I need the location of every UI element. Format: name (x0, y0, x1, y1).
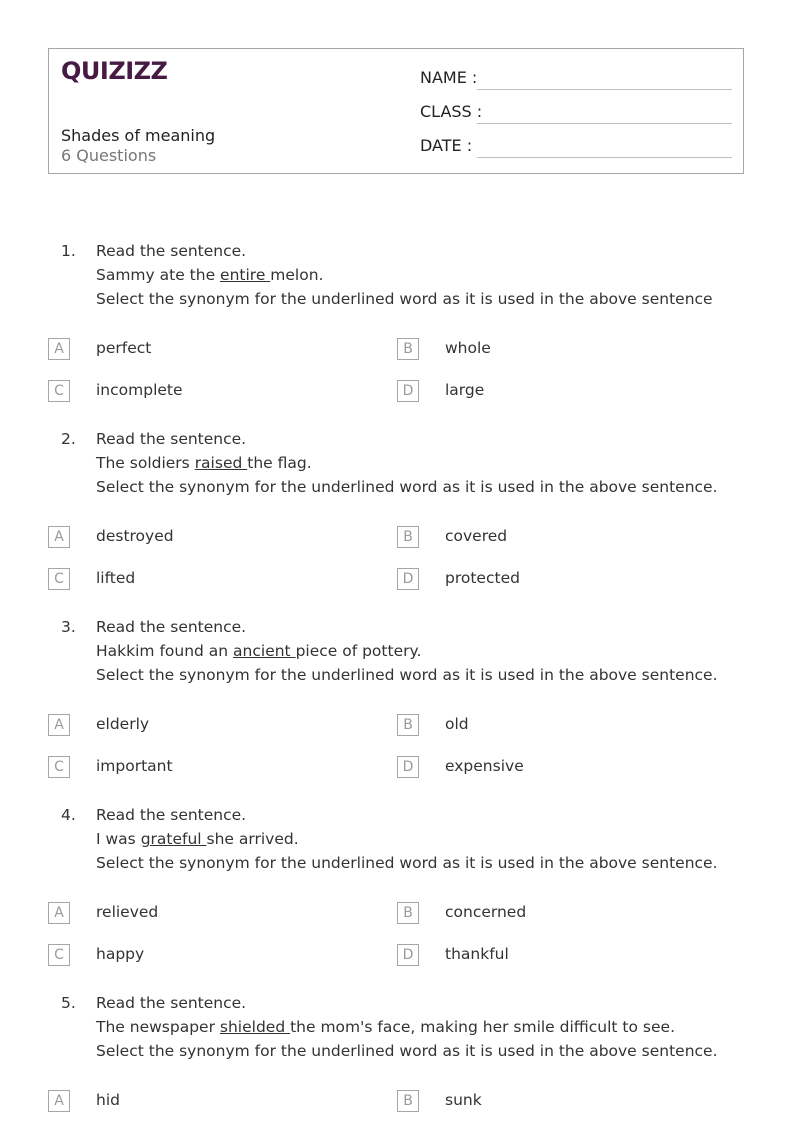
sentence-text-after: the mom's face, making her smile difficult to see. (290, 1018, 675, 1036)
question-prompt: Select the synonym for the underlined word as it is used in the above sentence. (96, 854, 718, 872)
option-b-box[interactable]: B (397, 902, 419, 924)
question-prompt: Select the synonym for the underlined word as it is used in the above sentence. (96, 666, 718, 684)
question-sentence (96, 266, 323, 284)
date-line (477, 157, 732, 158)
question-sentence (96, 1018, 675, 1036)
worksheet-header (48, 48, 744, 174)
option-c-text[interactable]: incomplete (96, 381, 183, 399)
option-c-box[interactable]: C (48, 380, 70, 402)
question-number: 4. (61, 806, 76, 824)
option-d-box[interactable]: D (397, 568, 419, 590)
option-b-box[interactable]: B (397, 338, 419, 360)
class-label: CLASS : (420, 102, 483, 121)
option-d-text[interactable]: protected (445, 569, 520, 587)
underlined-word: entire (220, 266, 271, 284)
option-a-box[interactable]: A (48, 902, 70, 924)
question-number: 5. (61, 994, 76, 1012)
underlined-word: raised (194, 454, 248, 472)
option-b-text[interactable]: old (445, 715, 469, 733)
question-number: 2. (61, 430, 76, 448)
sentence-text-before: The newspaper (96, 1018, 220, 1036)
option-a-box[interactable]: A (48, 338, 70, 360)
name-line (477, 89, 732, 90)
option-a-box[interactable]: A (48, 526, 70, 548)
question-number: 1. (61, 242, 76, 260)
question-intro: Read the sentence. (96, 994, 247, 1012)
option-b-box[interactable]: B (397, 1090, 419, 1112)
question-count: 6 Questions (61, 146, 157, 165)
option-b-text[interactable]: sunk (445, 1091, 482, 1109)
question-prompt: Select the synonym for the underlined word as it is used in the above sentence. (96, 1042, 718, 1060)
underlined-word: grateful (140, 830, 207, 848)
sentence-text-before: Sammy ate the (96, 266, 221, 284)
sentence-text-before: The soldiers (96, 454, 195, 472)
question-prompt: Select the synonym for the underlined word as it is used in the above sentence. (96, 478, 718, 496)
option-d-box[interactable]: D (397, 380, 419, 402)
date-label: DATE : (420, 136, 473, 155)
worksheet-title: Shades of meaning (61, 126, 216, 145)
class-line (477, 123, 732, 124)
option-a-text[interactable]: relieved (96, 903, 159, 921)
option-c-text[interactable]: lifted (96, 569, 136, 587)
sentence-text-before: I was (96, 830, 141, 848)
sentence-text-before: Hakkim found an (96, 642, 234, 660)
option-a-text[interactable]: hid (96, 1091, 120, 1109)
sentence-text-after: she arrived. (206, 830, 299, 848)
option-d-text[interactable]: thankful (445, 945, 509, 963)
option-b-text[interactable]: concerned (445, 903, 527, 921)
quizizz-logo: QUIZIZZ (61, 57, 168, 85)
option-c-box[interactable]: C (48, 568, 70, 590)
option-a-text[interactable]: destroyed (96, 527, 174, 545)
question-prompt: Select the synonym for the underlined word as it is used in the above sentence (96, 290, 713, 308)
question-intro: Read the sentence. (96, 430, 247, 448)
question-intro: Read the sentence. (96, 806, 247, 824)
sentence-text-after: melon. (270, 266, 324, 284)
question-sentence (96, 642, 421, 660)
question-intro: Read the sentence. (96, 242, 247, 260)
option-d-box[interactable]: D (397, 944, 419, 966)
option-a-text[interactable]: elderly (96, 715, 150, 733)
sentence-text-after: the flag. (247, 454, 312, 472)
option-d-box[interactable]: D (397, 756, 419, 778)
option-b-text[interactable]: whole (445, 339, 491, 357)
question-intro: Read the sentence. (96, 618, 247, 636)
option-a-box[interactable]: A (48, 714, 70, 736)
option-a-box[interactable]: A (48, 1090, 70, 1112)
question-sentence (96, 830, 299, 848)
option-b-box[interactable]: B (397, 714, 419, 736)
option-a-text[interactable]: perfect (96, 339, 152, 357)
option-b-box[interactable]: B (397, 526, 419, 548)
sentence-text-after: piece of pottery. (295, 642, 422, 660)
question-number: 3. (61, 618, 76, 636)
option-c-text[interactable]: happy (96, 945, 145, 963)
option-b-text[interactable]: covered (445, 527, 508, 545)
option-c-box[interactable]: C (48, 944, 70, 966)
underlined-word: shielded (219, 1018, 291, 1036)
option-d-text[interactable]: large (445, 381, 485, 399)
name-label: NAME : (420, 68, 478, 87)
option-c-box[interactable]: C (48, 756, 70, 778)
option-d-text[interactable]: expensive (445, 757, 524, 775)
option-c-text[interactable]: important (96, 757, 173, 775)
question-sentence (96, 454, 312, 472)
underlined-word: ancient (233, 642, 296, 660)
